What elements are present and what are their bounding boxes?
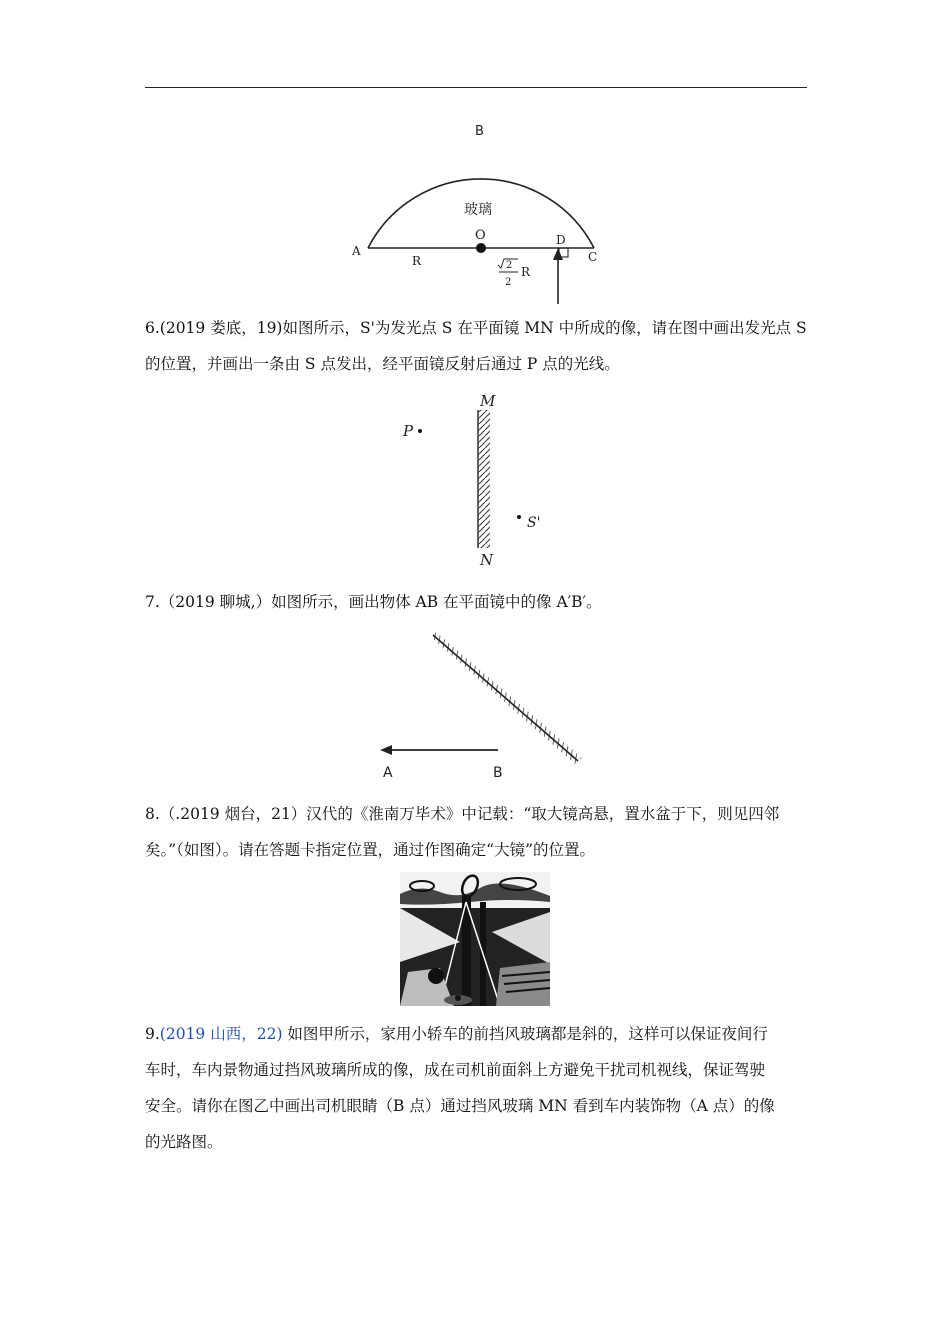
label-b: B bbox=[493, 765, 503, 781]
question-9 bbox=[145, 1016, 807, 1160]
label-s-prime: S' bbox=[527, 515, 541, 531]
label-a: A bbox=[352, 244, 361, 258]
center-point-o bbox=[476, 243, 486, 253]
question-8 bbox=[145, 796, 807, 868]
q9-line3: 安全。请你在图乙中画出司机眼睛（B 点）通过挡风玻璃 MN 看到车内装饰物（A 点）的像 bbox=[145, 1097, 775, 1115]
label-d: D bbox=[556, 233, 566, 247]
mirror-hatching bbox=[478, 410, 490, 548]
slanted-mirror-figure bbox=[370, 628, 590, 788]
q8-line1: 8.（.2019 烟台，21）汉代的《淮南万毕术》中记载：“取大镜高悬，置水盆于下，则见四邻 bbox=[145, 805, 780, 823]
label-c: C bbox=[588, 250, 598, 264]
q9-number: 9. bbox=[145, 1025, 160, 1043]
point-s-prime bbox=[517, 515, 521, 519]
label-r: R bbox=[412, 254, 422, 268]
sqrt-r-label: R bbox=[521, 265, 531, 279]
object-arrowhead bbox=[380, 745, 392, 755]
plane-mirror-figure bbox=[395, 388, 565, 570]
ancient-mirror-illustration bbox=[400, 872, 550, 1006]
question-7 bbox=[145, 584, 807, 620]
label-a: A bbox=[383, 765, 393, 781]
ray-arrowhead bbox=[553, 248, 563, 260]
question-6 bbox=[145, 310, 807, 382]
sqrt-denominator: 2 bbox=[505, 277, 512, 288]
q8-line2: 矣。”（如图）。请在答题卡指定位置，通过作图确定“大镜”的位置。 bbox=[145, 841, 596, 859]
label-n: N bbox=[480, 551, 494, 569]
label-o: O bbox=[475, 228, 486, 243]
sqrt-numerator: 2 bbox=[506, 260, 513, 271]
q9-line1-text: 如图甲所示，家用小轿车的前挡风玻璃都是斜的，这样可以保证夜间行 bbox=[282, 1025, 768, 1043]
semicircle-glass-figure bbox=[340, 118, 610, 310]
label-m: M bbox=[480, 392, 496, 410]
q9-line4: 的光路图。 bbox=[145, 1133, 223, 1151]
mirror-surface bbox=[433, 635, 578, 761]
q6-line2: 的位置，并画出一条由 S 点发出，经平面镜反射后通过 P 点的光线。 bbox=[145, 355, 620, 373]
point-p bbox=[418, 429, 422, 433]
label-glass: 玻璃 bbox=[464, 202, 492, 218]
q6-line1: 6.(2019 娄底，19)如图所示，S'为发光点 S 在平面镜 MN 中所成的像，请在图中画出发光点 S bbox=[145, 319, 807, 337]
label-p: P bbox=[403, 422, 414, 440]
q7-text: 7.（2019 聊城,）如图所示，画出物体 AB 在平面镜中的像 A′B′。 bbox=[145, 593, 602, 611]
q9-line2: 车时，车内景物通过挡风玻璃所成的像，成在司机前面斜上方避免干扰司机视线，保证驾驶 bbox=[145, 1061, 766, 1079]
label-b: B bbox=[475, 124, 484, 139]
header-rule bbox=[145, 87, 807, 88]
q9-source-link[interactable]: (2019 山西，22) bbox=[159, 1025, 283, 1043]
q9-line1 bbox=[145, 1016, 807, 1052]
